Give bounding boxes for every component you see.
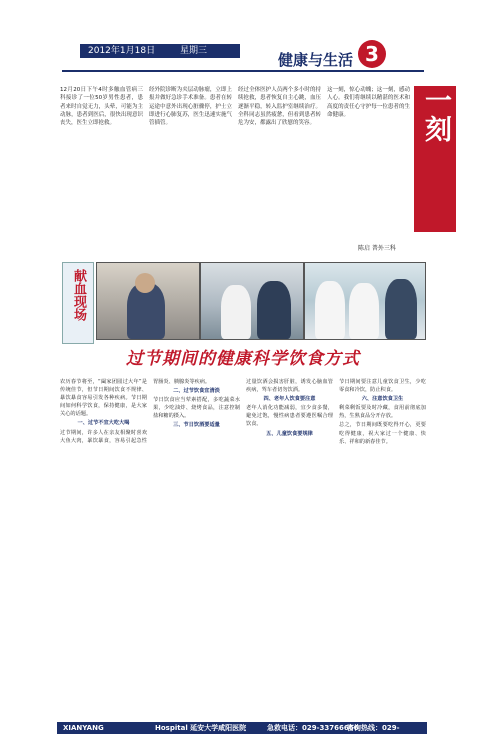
feature-paragraph: 节日期间要注意儿童饮食卫生，少吃零食和冷饮，防止积食。 <box>339 379 426 394</box>
feature-paragraph: 过量饮酒会损害肝脏，诱发心脑血管疾病，驾车者切勿饮酒。 <box>246 379 333 394</box>
footer-hospital: Hospital 延安大学咸阳医院 <box>155 724 247 732</box>
feature-paragraph: 农历春节将至，“阖家团圆过大年”是传统佳节，但节日期间饮食不规律、暴饮暴食容易引发各种疾病。节日期间如何科学饮食，保持健康，是大家关心的话题。 <box>60 379 147 418</box>
issue-weekday: 星期三 <box>180 46 208 56</box>
top-article-title: 惊心动魄的一刻 <box>420 86 493 231</box>
feature-subheading: 四、老年人饮食要注意 <box>263 396 316 403</box>
page-number: 3 <box>358 40 386 68</box>
photo-donation-2 <box>200 262 304 340</box>
feature-banner <box>60 340 426 378</box>
feature-paragraph: 老年人消化功能减弱，宜少食多餐，避免过饱，慢性病患者要遵医嘱合理饮食。 <box>246 405 333 428</box>
feature-subheading: 二、过节饮食宜清淡 <box>173 388 220 395</box>
article-byline: 陈启 普外三科 <box>358 245 396 252</box>
feature-body <box>60 378 426 700</box>
header-rule <box>62 70 424 72</box>
top-article-body <box>60 86 410 256</box>
article-paragraph: 经外院诊断为夹层动脉瘤，立即上报并做好急诊手术准备。患者在转运途中意外出现心脏骤停，护士立即进行心肺复苏，医生迅速实施气管插管。 <box>149 87 232 127</box>
feature-title: 过节期间的健康科学饮食方式 <box>126 349 360 369</box>
feature-paragraph: 节日饮食应当荤素搭配，多吃蔬菜水果，少吃油炸、烧烤食品，注意控制盐和糖的摄入。 <box>153 397 240 420</box>
photo-section-label <box>62 262 94 344</box>
page-header <box>0 0 487 90</box>
footer-consult: 咨询热线：029-33785192 <box>347 724 400 744</box>
feature-subheading: 三、节日饮酒要适量 <box>173 422 220 429</box>
article-paragraph: 12月20日下午4时多触血管病三科接诊了一位50岁男性患者，患者来时自觉无力，头晕，可能为主动脉，患者到医后，很快出现意识丧失，医生立即抢救。 <box>60 87 143 127</box>
footer-brand: XIANYANG <box>63 724 104 732</box>
article-paragraph: 经过全体医护人员两个多小时的持续抢救，患者恢复自主心跳，血压逐渐平稳，转入监护室继续治疗。全科同志虽然疲惫，但看到患者转危为安，都露出了欣慰的笑容。 <box>238 87 321 127</box>
article-paragraph: 这一刻，惊心动魄；这一刻，感动人心。我们将继续以精湛的医术和高度的责任心守护每一位患者的生命健康。 <box>327 87 410 118</box>
section-title: 健康与生活 <box>278 51 354 69</box>
feature-paragraph: 总之，节日期间既要吃得开心，更要吃得健康，祝大家过一个健康、快乐、祥和的新春佳节。 <box>339 422 426 445</box>
feature-subheading: 一、过节不宜大吃大喝 <box>77 420 130 427</box>
feature-subheading: 六、注意饮食卫生 <box>361 396 404 403</box>
top-article-title-box <box>414 86 493 232</box>
photo-donation-3 <box>304 262 426 340</box>
photo-donation-1 <box>96 262 200 340</box>
feature-paragraph: 剩菜剩饭要及时冷藏，食用前彻底加热，生熟食品分开存放。 <box>339 405 426 420</box>
page-footer <box>57 722 427 744</box>
footer-hotline: 急救电话：029-33766666 <box>267 724 359 732</box>
photo-label-text: 献血现场 <box>71 269 86 321</box>
issue-date: 2012年1月18日 <box>88 46 156 56</box>
feature-subheading: 五、儿童饮食要规律 <box>266 430 313 437</box>
feature-paragraph: 过节期间，许多人在亲友相聚时喜欢大鱼大肉，暴饮暴食，容易引起急性胃肠炎、胰腺炎等疾病。 <box>60 379 211 444</box>
